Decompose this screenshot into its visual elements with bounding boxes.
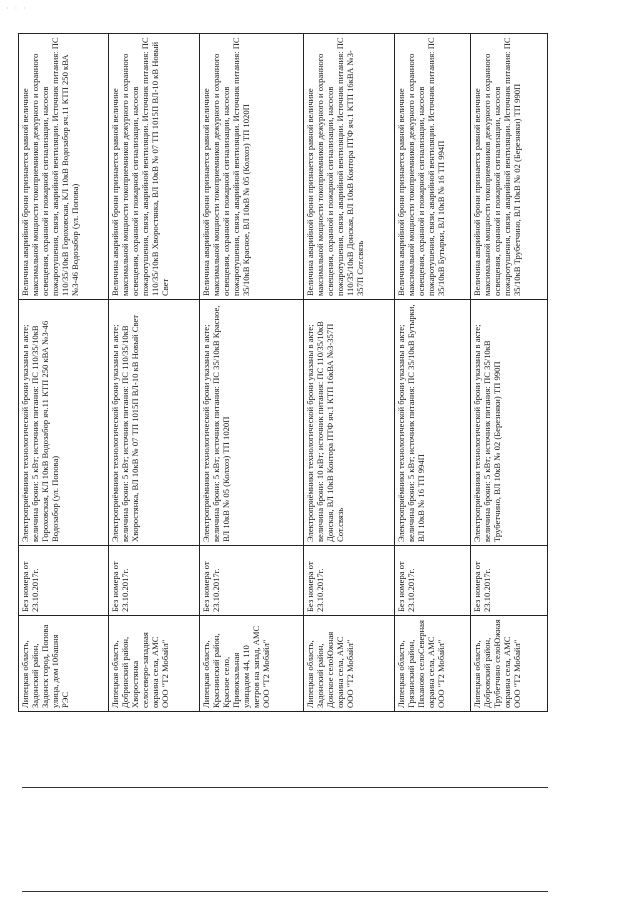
table-row xyxy=(109,34,199,712)
scan-artifact: · · · xyxy=(6,4,28,13)
table-row xyxy=(199,34,303,712)
emergency-reserve-cell: Величина аварийной брони признается равной величине максимальной мощности токоприемников дежурного и охранного освещения, охранной и пожарной сигнализации, насосов пожаротушения, связи, аварийной вентиляции. Источник питания: ПС 110/35/10кВ Хворостянка, ВЛ 10кВ № 07 ТП 1015П ВЛ-10 кВ Новый Свет xyxy=(109,34,199,300)
tech-reserve-cell: Электроприёмники технологической брони указаны в акте; величина брони: 5 кВт; источник питания: ПС 35/10кВ Бутырки, ВЛ 10кВ № 16 ТП 994П xyxy=(394,300,471,546)
table-row xyxy=(471,34,548,712)
location-cell: Липецкая область, Добринский район, Хворостянка селосеверо-западная окраина села, АМС ООО "Т2 Мобайл" xyxy=(109,616,199,712)
location-cell: Липецкая область, Грязинский район, Пяханово селоСеверная окраина села, АМС ООО "Т2 Мобайл" xyxy=(394,616,471,712)
permit-cell: Без номера от 23.10.2017г. xyxy=(19,546,109,616)
tech-reserve-cell: Электроприёмники технологической брони указаны в акте; величина брони: 5 кВт; источник питания: ПС 110/35/10кВ Гороховская, КЛ 10кВ Водозабор яч.11 КТП 250 кВА №3-46 Водозабор (ул. Попова) xyxy=(19,300,109,546)
permit-cell: Без номера от 23.10.2017г. xyxy=(394,546,471,616)
permit-cell: Без номера от 23.10.2017г. xyxy=(304,546,394,616)
divider-line xyxy=(22,787,548,788)
location-cell: Липецкая область, Задонский район, Задонск город, Попова улица, дом 10башня РЭС xyxy=(19,616,109,712)
emergency-reserve-cell: Величина аварийной брони признается равной величине максимальной мощности токоприемников дежурного и охранного освещения, охранной и пожарной сигнализации, насосов пожаротушения, связи, аварийной вентиляции. Источник питания: ПС 110/35/10кВ Гороховская, КЛ 10кВ Водозабор яч.11 КТП 250 кВА №3-46 Водозабор (ул. Попова) xyxy=(19,34,109,300)
location-cell: Липецкая область, Краснинский район, Красное село, Привокзальная улицадом 44, 110 метров на запад, АМС ООО "Т2 Мобайл" xyxy=(199,616,303,712)
table-row xyxy=(304,34,394,712)
tech-reserve-cell: Электроприёмники технологической брони указаны в акте; величина брони: 5 кВт; источник питания: ПС 110/35/10кВ Хворостянка, ВЛ 10кВ № 07 ТП 1015П ВЛ-10 кВ Новый Свет xyxy=(109,300,199,546)
location-cell: Липецкая область, Добровский район, Трубетчино селоЮжная окраина села, АМС ООО "Т2 Мобайл" xyxy=(471,616,548,712)
permit-cell: Без номера от 23.10.2017г. xyxy=(199,546,303,616)
table-row xyxy=(394,34,471,712)
tech-reserve-cell: Электроприёмники технологической брони указаны в акте; величина брони: 5 кВт; источник питания: ПС 35/10кВ Трубетчино, ВЛ 10кВ № 02 (Березняки) ТП 990П xyxy=(471,300,548,546)
tech-reserve-cell: Электроприёмники технологической брони указаны в акте; величина брони: 10 кВт; источник питания: ПС 110/35/10кВ Донская, ВЛ 10кВ Контора ПТФ яч.1 КТП 16кВА №3-357П Сот.связь xyxy=(304,300,394,546)
permit-cell: Без номера от 23.10.2017г. xyxy=(109,546,199,616)
permit-cell: Без номера от 23.10.2017г. xyxy=(471,546,548,616)
location-cell: Липецкая область, Задонский район, Донское селоЮжная окраина села, АМС ООО "Т2 Мобайл" xyxy=(304,616,394,712)
power-reserve-table xyxy=(18,33,548,712)
tech-reserve-cell: Электроприёмники технологической брони указаны в акте; величина брони: 5 кВт; источник питания: ПС 35/10кВ Красное, ВЛ 10кВ № 05 (Колхоз) ТП 1020П xyxy=(199,300,303,546)
emergency-reserve-cell: Величина аварийной брони признается равной величине максимальной мощности токоприемников дежурного и охранного освещения, охранной и пожарной сигнализации, насосов пожаротушения, связи, аварийной вентиляции. Источник питания: ПС 110/35/10кВ Донская, ВЛ 10кВ Контора ПТФ яч.1 КТП 16кВА №3-357П Сот.связь xyxy=(304,34,394,300)
rotated-table-container xyxy=(18,34,548,712)
emergency-reserve-cell: Величина аварийной брони признается равной величине максимальной мощности токоприемников дежурного и охранного освещения, охранной и пожарной сигнализации, насосов пожаротушения, связи, аварийной вентиляции. Источник питания: ПС 35/10кВ Трубетчино, ВЛ 10кВ № 02 (Березняки) ТП 990П xyxy=(471,34,548,300)
emergency-reserve-cell: Величина аварийной брони признается равной величине максимальной мощности токоприемников дежурного и охранного освещения, охранной и пожарной сигнализации, насосов пожаротушения, связи, аварийной вентиляции. Источник питания: ПС 35/10кВ Красное, ВЛ 10кВ № 05 (Колхоз) ТП 1020П xyxy=(199,34,303,300)
table-row xyxy=(19,34,109,712)
divider-line xyxy=(22,891,548,892)
emergency-reserve-cell: Величина аварийной брони признается равной величине максимальной мощности токоприемников дежурного и охранного освещения, охранной и пожарной сигнализации, насосов пожаротушения, связи, аварийной вентиляции. Источник питания: ПС 35/10кВ Бутырки, ВЛ 10кВ № 16 ТП 994П xyxy=(394,34,471,300)
